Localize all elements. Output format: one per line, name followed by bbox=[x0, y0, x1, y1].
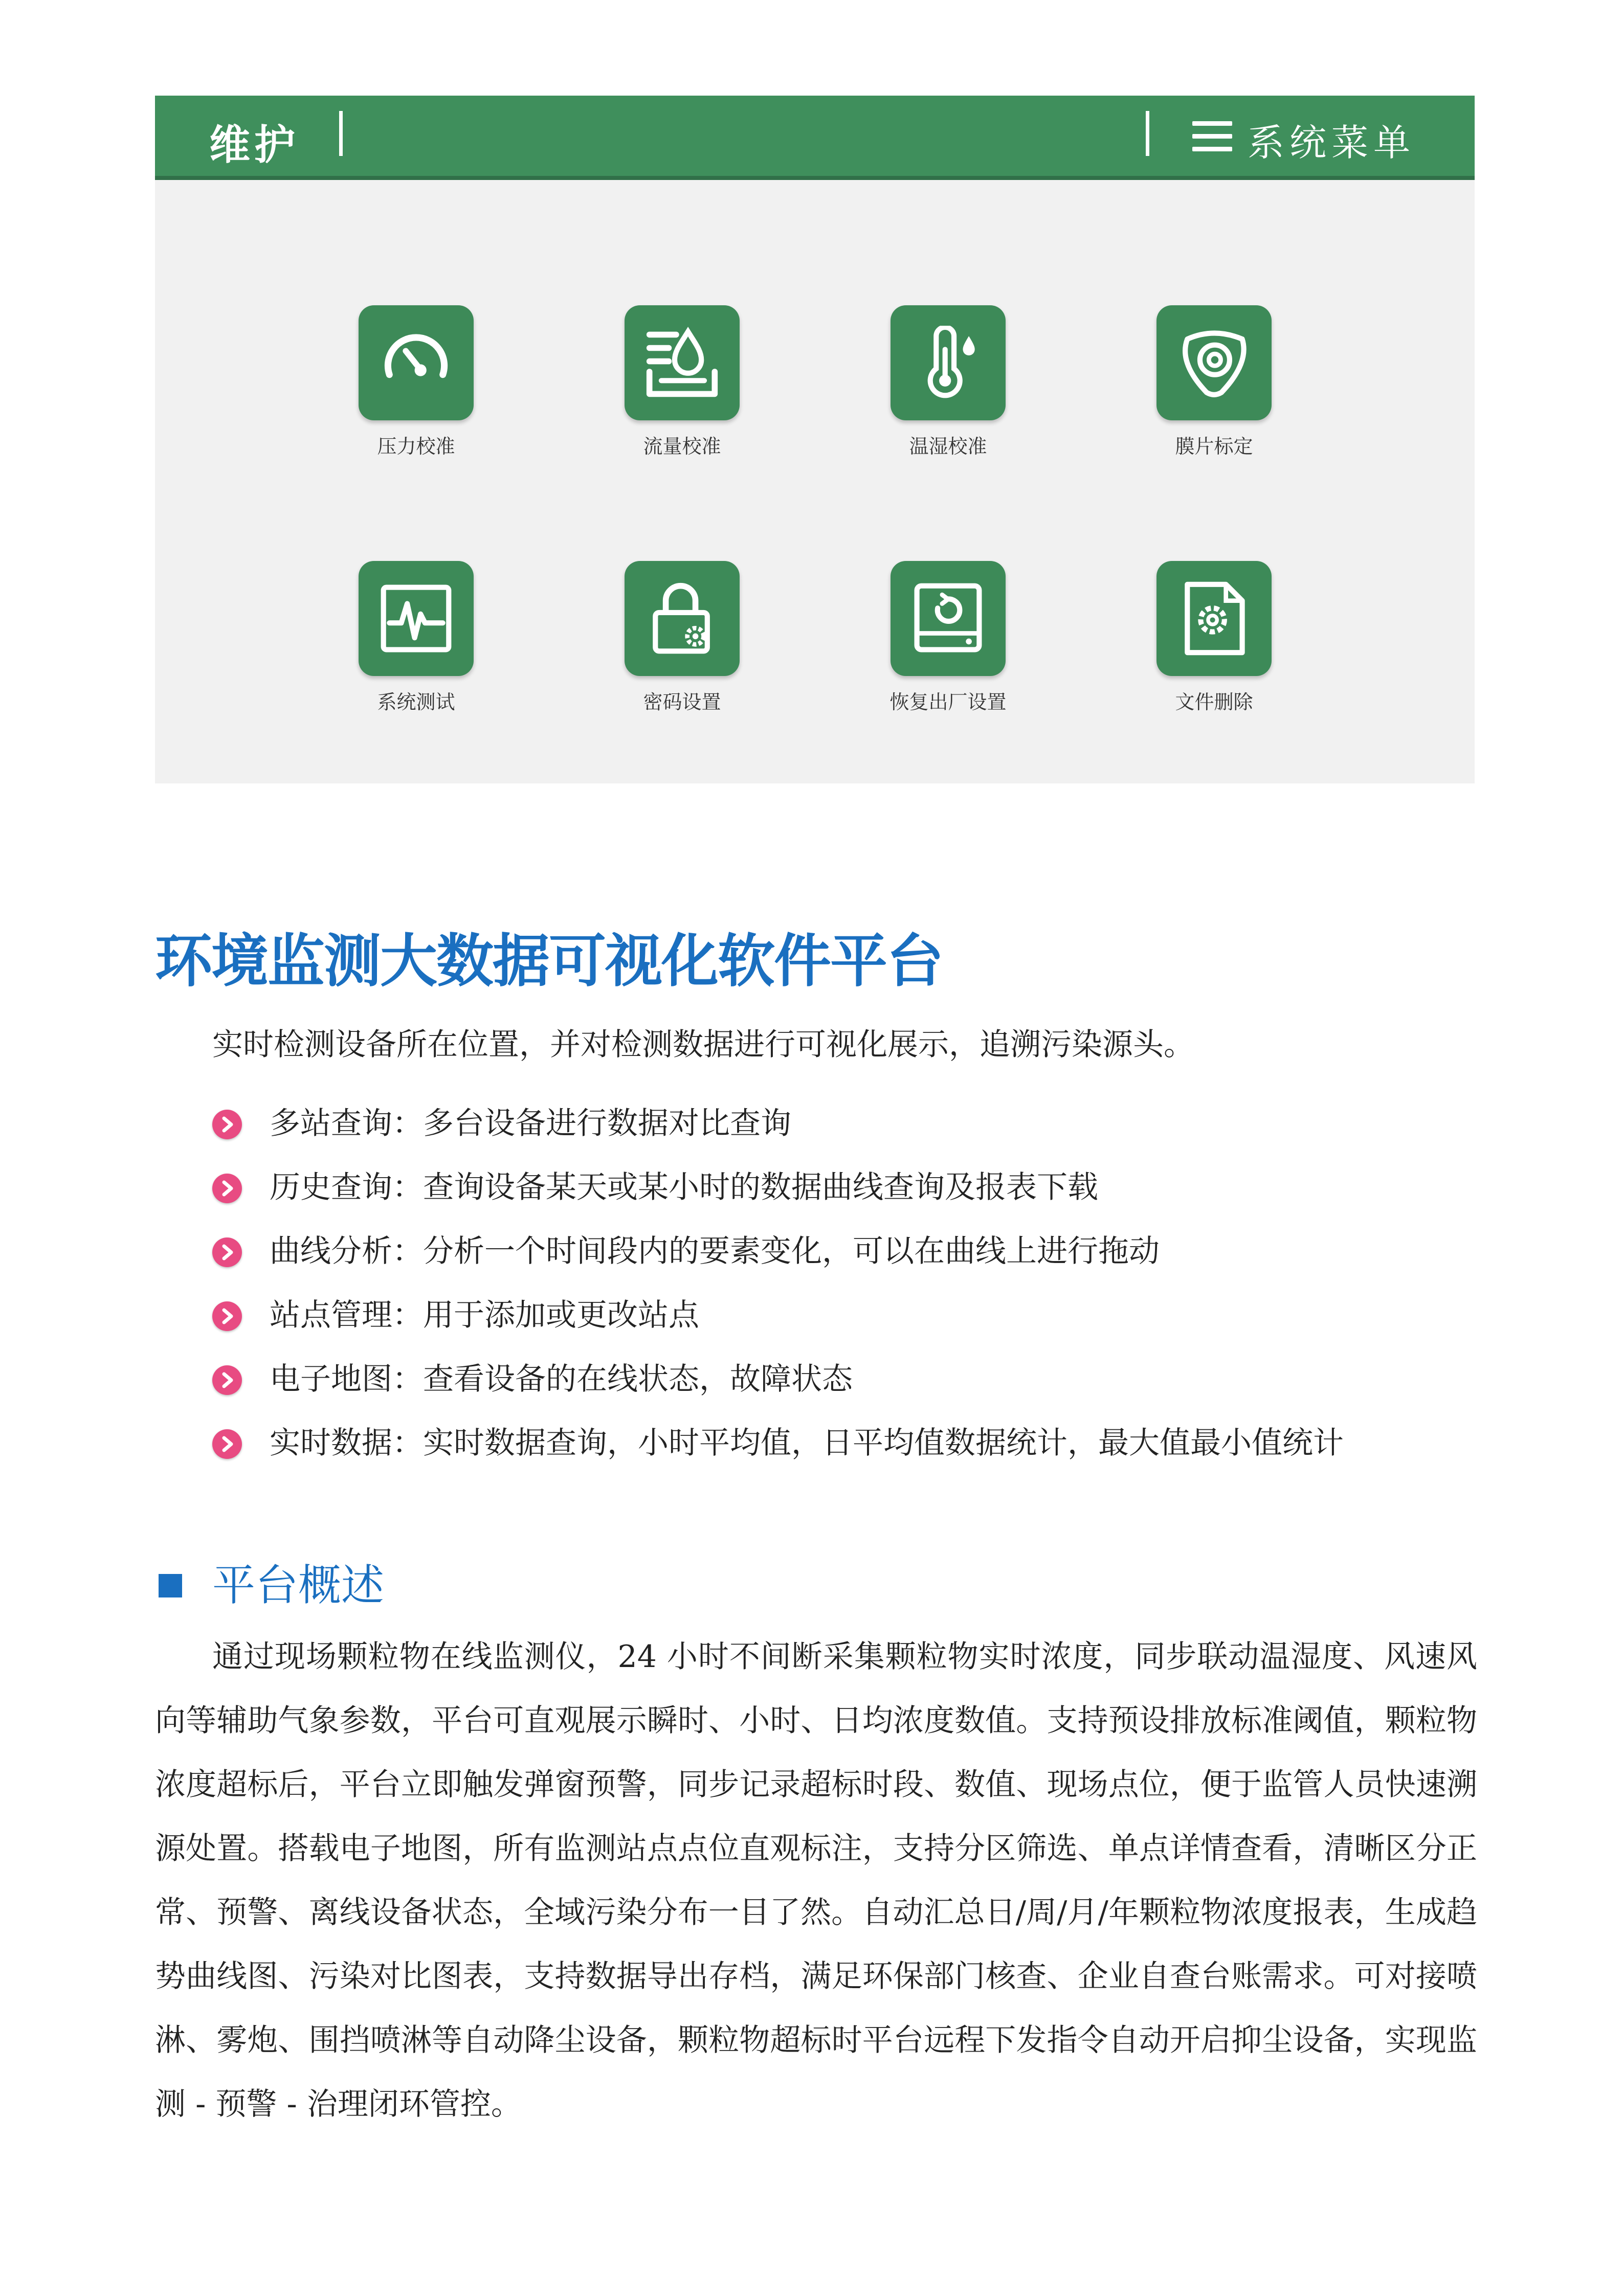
list-item-text: 电子地图：查看设备的在线状态，故障状态 bbox=[270, 1361, 853, 1397]
chevron-right-icon bbox=[212, 1110, 242, 1139]
tile-icon-box bbox=[359, 305, 474, 420]
overview-paragraph: 通过现场颗粒物在线监测仪，24 小时不间断采集颗粒物实时浓度，同步联动温湿度、风速风向等辅助气象参数，平台可直观展示瞬时、小时、日均浓度数值。支持预设排放标准阈值，颗粒物浓度超标后，平台立即触发弹窗预警，同步记录超标时段、数值、现场点位，便于监管人员快速溯源处置。搭载电子地图，所有监测站点点位直观标注，支持分区筛选、单点详情查看，清晰区分正常、预警、离线设备状态，全域污染分布一目了然。自动汇总日/周/月/年颗粒物浓度报表，生成趋势曲线图、污染对比图表，支持数据导出存档，满足环保部门核查、企业自查台账需求。可对接喷淋、雾炮、围挡喷淋等自动降尘设备，颗粒物超标时平台远程下发指令自动开启抑尘设备，实现监测 - 预警 - 治理闭环管控。 bbox=[155, 1639, 1477, 2122]
list-item-text: 曲线分析：分析一个时间段内的要素变化，可以在曲线上进行拖动 bbox=[270, 1233, 1160, 1269]
waveform-icon bbox=[379, 581, 453, 656]
tile-label: 恢复出厂设置 bbox=[889, 691, 1007, 713]
tile-temp-humidity-calibration[interactable] bbox=[870, 305, 1024, 469]
maintenance-panel bbox=[155, 96, 1475, 783]
tile-icon-box bbox=[625, 305, 740, 420]
platform-heading: 环境监测大数据可视化软件平台 bbox=[155, 928, 943, 995]
hamburger-menu-icon bbox=[1192, 121, 1232, 152]
tile-flow-calibration[interactable] bbox=[604, 305, 758, 469]
tile-factory-reset[interactable] bbox=[870, 561, 1024, 725]
chevron-right-icon bbox=[212, 1429, 242, 1459]
list-item-text: 历史查询：查询设备某天或某小时的数据曲线查询及报表下载 bbox=[270, 1169, 1098, 1205]
list-item-text: 站点管理：用于添加或更改站点 bbox=[270, 1297, 699, 1333]
tile-file-delete[interactable] bbox=[1136, 561, 1289, 725]
system-menu-button[interactable] bbox=[1192, 110, 1433, 164]
list-item-text: 多站查询：多台设备进行数据对比查询 bbox=[270, 1106, 791, 1141]
system-menu-label: 系统菜单 bbox=[1248, 121, 1416, 164]
flow-icon bbox=[645, 326, 719, 400]
chevron-right-icon bbox=[212, 1174, 242, 1203]
tile-icon-box bbox=[359, 561, 474, 676]
tile-system-test[interactable] bbox=[338, 561, 492, 725]
chevron-right-icon bbox=[212, 1365, 242, 1395]
square-bullet-icon bbox=[159, 1574, 182, 1597]
lock-gear-icon bbox=[645, 581, 719, 656]
restore-icon bbox=[911, 581, 985, 656]
file-gear-icon bbox=[1177, 581, 1251, 656]
tile-label: 文件删除 bbox=[1175, 691, 1253, 713]
title-divider bbox=[339, 111, 343, 156]
gauge-icon bbox=[379, 326, 453, 400]
list-item-text: 实时数据：实时数据查询，小时平均值，日平均值数据统计，最大值最小值统计 bbox=[270, 1425, 1344, 1461]
chevron-right-icon bbox=[212, 1237, 242, 1267]
tile-label: 压力校准 bbox=[377, 435, 455, 458]
tile-label: 系统测试 bbox=[377, 691, 455, 713]
tile-label: 密码设置 bbox=[643, 691, 721, 713]
tile-membrane-calibration[interactable] bbox=[1136, 305, 1289, 469]
chevron-right-icon bbox=[212, 1301, 242, 1331]
platform-intro: 实时检测设备所在位置，并对检测数据进行可视化展示，追溯污染源头。 bbox=[212, 1027, 1194, 1063]
tile-icon-box bbox=[891, 561, 1006, 676]
tile-label: 温湿校准 bbox=[909, 435, 987, 458]
tile-label: 流量校准 bbox=[643, 435, 721, 458]
panel-title: 维护 bbox=[209, 121, 299, 169]
membrane-icon bbox=[1177, 326, 1251, 400]
overview-title: 平台概述 bbox=[212, 1560, 385, 1610]
tile-password-settings[interactable] bbox=[604, 561, 758, 725]
tile-pressure-calibration[interactable] bbox=[338, 305, 492, 469]
thermometer-icon bbox=[911, 326, 985, 400]
tile-icon-box bbox=[1156, 561, 1272, 676]
tile-label: 膜片标定 bbox=[1175, 435, 1253, 458]
tile-icon-box bbox=[891, 305, 1006, 420]
top-bar bbox=[155, 96, 1475, 180]
menu-divider bbox=[1146, 111, 1149, 156]
tile-icon-box bbox=[1156, 305, 1272, 420]
tile-icon-box bbox=[625, 561, 740, 676]
